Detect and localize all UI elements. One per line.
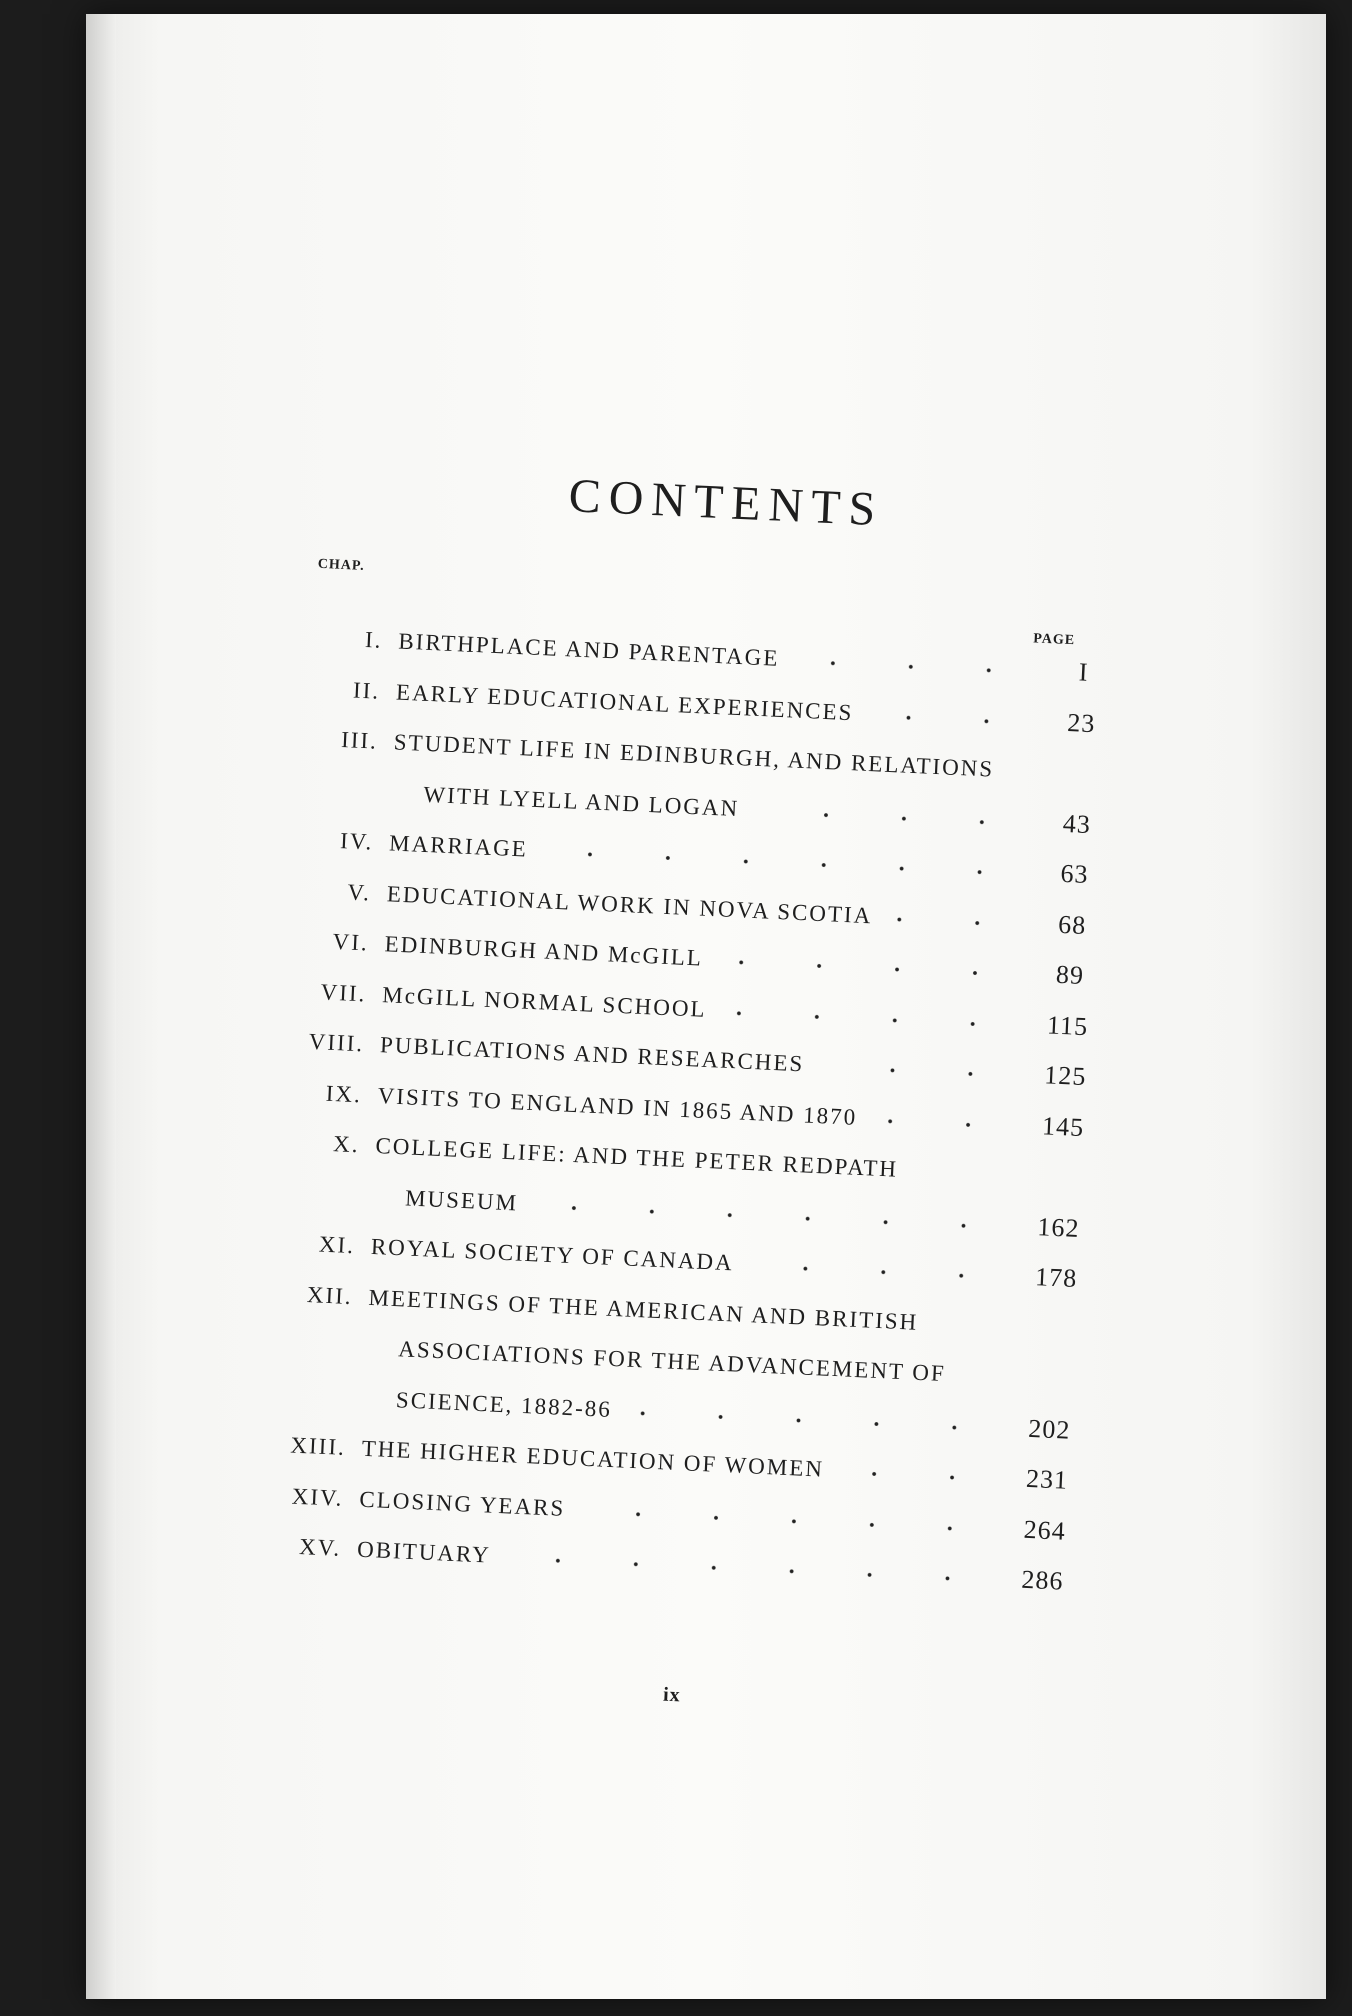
chapter-title: PUBLICATIONS AND RESEARCHES [379, 1032, 805, 1077]
chapter-number: XIII. [289, 1432, 347, 1460]
page-number: 68 [1057, 909, 1087, 940]
page-number: I [1078, 657, 1090, 687]
page-number: 115 [1046, 1009, 1089, 1041]
chapter-number: XV. [298, 1533, 342, 1561]
page-gutter [86, 14, 116, 1999]
page-number: 23 [1066, 707, 1097, 738]
chapter-number: V. [347, 878, 372, 906]
dot-leader [542, 1203, 1003, 1230]
chapter-title: WITH LYELL AND LOGAN [422, 781, 740, 821]
chapter-title: STUDENT LIFE IN EDINBURGH, AND RELATIONS [393, 729, 995, 782]
chapter-number: XII. [306, 1281, 354, 1309]
page-number: 89 [1055, 959, 1085, 990]
dot-leader [515, 1556, 987, 1583]
chapter-title: MEETINGS OF THE AMERICAN AND BRITISH [368, 1284, 919, 1335]
chapter-title: MUSEUM [404, 1184, 519, 1216]
chapter-number: XIV. [291, 1483, 345, 1511]
chapter-title: EDUCATIONAL WORK IN NOVA SCOTIA [386, 880, 873, 928]
page-number: 231 [1025, 1463, 1069, 1495]
chapter-number: II. [352, 677, 381, 704]
chapter-title: ROYAL SOCIETY OF CANADA [370, 1233, 735, 1276]
chapter-number: XI. [318, 1231, 356, 1259]
dot-leader [552, 850, 1019, 877]
dot-leader [731, 1009, 1012, 1028]
chapter-number: VII. [320, 978, 367, 1006]
page-number: 43 [1062, 808, 1092, 839]
chapter-title: CLOSING YEARS [358, 1486, 566, 1521]
chapter-title: VISITS TO ENGLAND IN 1865 AND 1870 [377, 1082, 858, 1130]
chapter-number: IX. [325, 1080, 363, 1107]
chapter-title: EARLY EDUCATIONAL EXPERIENCES [395, 678, 854, 725]
chapter-title: EDINBURGH AND McGILL [384, 931, 704, 971]
page-number: 63 [1059, 858, 1090, 890]
dot-leader [828, 1064, 1009, 1078]
page-number: 178 [1034, 1262, 1078, 1293]
chapter-title: BIRTHPLACE AND PARENTAGE [397, 628, 780, 671]
chapter-number: VIII. [308, 1028, 365, 1057]
dot-leader [636, 1410, 994, 1432]
page-number: 202 [1027, 1413, 1072, 1445]
chapter-title: McGILL NORMAL SCHOOL [381, 981, 708, 1022]
dot-leader [881, 1117, 1007, 1129]
dot-leader [896, 916, 1016, 927]
chapter-number: VI. [332, 928, 370, 956]
chap-column-label: CHAP. [317, 556, 366, 574]
dot-leader [763, 809, 1021, 827]
dot-leader [848, 1470, 991, 1482]
dot-leader [757, 1263, 1000, 1280]
page-number: 264 [1023, 1514, 1067, 1546]
page-number: 125 [1043, 1060, 1088, 1092]
page-number: 162 [1036, 1211, 1081, 1243]
chapter-number: III. [340, 727, 379, 754]
chapter-title: SCIENCE, 1882-86 [395, 1386, 613, 1422]
dot-leader [877, 713, 1025, 726]
chapter-title: THE HIGHER EDUCATION OF WOMEN [361, 1435, 825, 1482]
folio-number: ix [662, 1683, 682, 1707]
book-page [86, 14, 1326, 1999]
page-number: 145 [1041, 1110, 1085, 1142]
chapter-number: X. [332, 1131, 361, 1158]
chapter-title: COLLEGE LIFE: AND THE PETER REDPATH [374, 1133, 899, 1182]
chapter-number: IV. [339, 828, 374, 855]
chapter-title: ASSOCIATIONS FOR THE ADVANCEMENT OF [397, 1336, 947, 1387]
chapter-title: OBITUARY [356, 1536, 492, 1568]
dot-leader [589, 1509, 989, 1533]
chapter-title: MARRIAGE [388, 830, 529, 862]
contents-title: CONTENTS [567, 469, 885, 537]
chapter-number: I. [364, 627, 384, 653]
dot-leader [727, 959, 1014, 978]
table-of-contents [207, 434, 1192, 1715]
page-column-label: PAGE [1032, 631, 1076, 649]
dot-leader [803, 659, 1028, 675]
page-number: 286 [1020, 1564, 1065, 1596]
